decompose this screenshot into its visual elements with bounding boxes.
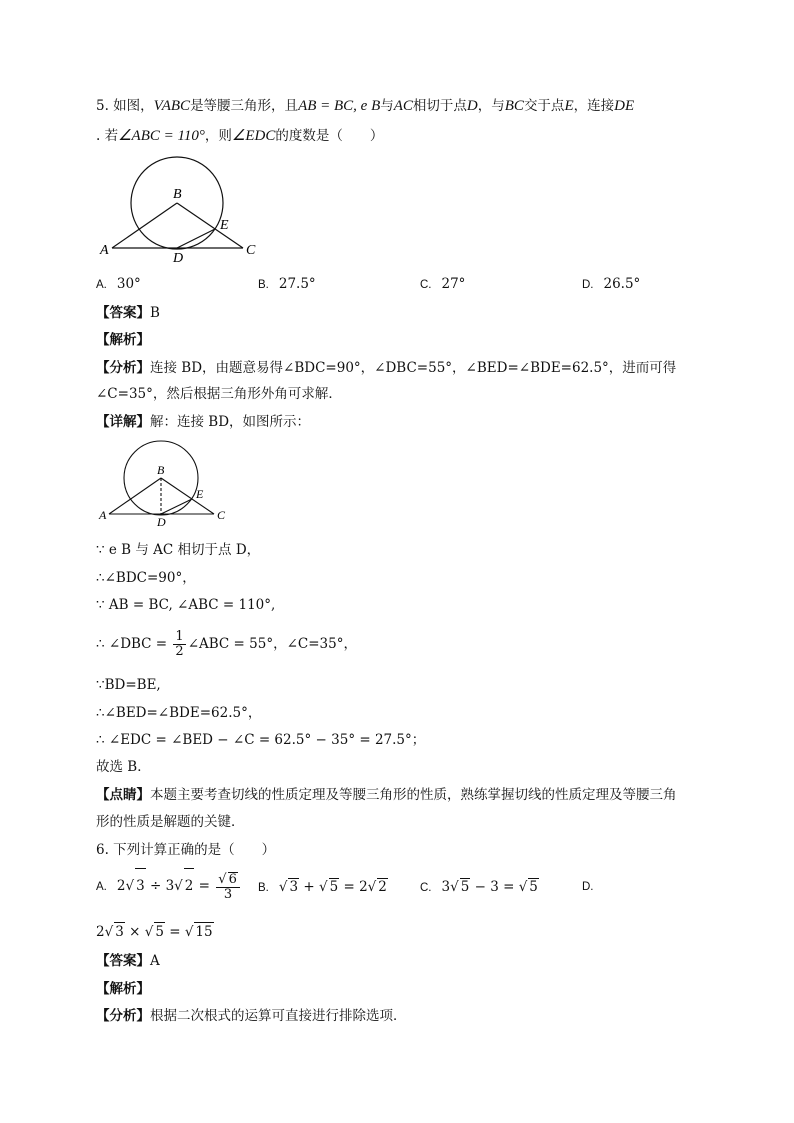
- math: 2: [96, 924, 105, 940]
- math: ×: [124, 924, 145, 940]
- radical-sign: √: [125, 878, 135, 894]
- math: 3: [441, 879, 451, 895]
- q6-option-d: [96, 922, 214, 941]
- q6-fenxi: [96, 1007, 407, 1025]
- q5-option-c: [420, 276, 465, 292]
- text: 的度数是（ ）: [275, 128, 384, 144]
- answer-tag: 【答案】: [96, 953, 150, 969]
- text: 是等腰三角形，且: [190, 98, 299, 114]
- text: 相切于点: [412, 98, 467, 114]
- text: ∴ ∠DBC =: [96, 636, 168, 652]
- fraction: [216, 872, 240, 902]
- text: ，连接: [573, 98, 615, 114]
- math: ÷ 3: [145, 878, 175, 894]
- answer-tag: 【答案】: [96, 305, 150, 321]
- segment-bc: [177, 203, 243, 248]
- text: ，则: [204, 128, 232, 144]
- fenxi-tag: 【分析】: [96, 1008, 150, 1024]
- q6-option-d-label: [582, 878, 604, 894]
- text: . 若: [96, 128, 119, 144]
- q5-jiexi: 【解析】: [96, 332, 150, 348]
- q6-option-c: [420, 878, 539, 895]
- radicand: 5: [529, 879, 538, 895]
- q5-step-8: 故选 B．: [96, 759, 151, 775]
- label-a: A: [100, 243, 109, 258]
- q5-fenxi-line2: ∠C=35°，然后根据三角形外角可求解．: [96, 386, 342, 402]
- radical-sign: √: [278, 879, 288, 895]
- math: +: [299, 879, 319, 895]
- label-a: A: [99, 508, 107, 522]
- q5-answer: [96, 304, 160, 322]
- math: ∠EDC: [231, 128, 276, 144]
- text: ∠ABC = 55°，∠C=35°，: [187, 636, 357, 652]
- radicand: 15: [195, 924, 213, 940]
- radicand: 5: [329, 879, 339, 895]
- fraction-one-half: [173, 630, 185, 659]
- q5-option-b: [258, 276, 316, 292]
- label-c: C: [217, 508, 226, 522]
- radical-sign: √: [450, 879, 459, 895]
- radicand: 2: [184, 868, 195, 903]
- text: 交于点: [523, 98, 565, 114]
- segment-ab: [109, 478, 161, 514]
- q5-option-a: [96, 276, 141, 292]
- math: =: [164, 924, 185, 940]
- denominator: 2: [175, 644, 184, 659]
- answer-value: B: [150, 305, 160, 321]
- answer-value: A: [150, 953, 160, 969]
- math: DE: [614, 98, 635, 114]
- option-value: 27.5°: [278, 276, 316, 292]
- q5-number: 5. 如图，: [96, 98, 154, 114]
- radicand: 3: [115, 924, 124, 940]
- label-e: E: [196, 487, 204, 501]
- radical-sign: √: [174, 878, 183, 894]
- fenxi-tag: 【分析】: [96, 360, 150, 376]
- q5-step-3: ∵ AB = BC, ∠ABC = 110°,: [96, 597, 276, 613]
- q5-solution-figure: [96, 436, 236, 531]
- text: 根据二次根式的运算可直接进行排除选项．: [150, 1008, 407, 1024]
- q5-figure: [96, 150, 266, 265]
- label-b: B: [157, 463, 165, 477]
- radicand: 3: [135, 868, 146, 903]
- triangle-abc: VABC: [153, 98, 191, 114]
- dianjing-tag: 【点睛】: [96, 787, 150, 803]
- math: =: [194, 878, 215, 894]
- segment-bc: [161, 478, 214, 514]
- math: − 3 =: [470, 879, 519, 895]
- label-d: D: [157, 515, 166, 529]
- option-label: C.: [420, 882, 432, 894]
- option-label: B.: [258, 882, 269, 894]
- radical-sign: √: [367, 879, 377, 895]
- angle-abc: ∠ABC = 110°: [118, 128, 205, 144]
- math: D: [466, 98, 478, 114]
- option-value: 27°: [441, 276, 466, 292]
- q5-option-d: [582, 276, 640, 292]
- radical-sign: √: [184, 924, 194, 940]
- q5-stem-line1: [96, 97, 634, 115]
- option-value: 26.5°: [603, 276, 641, 292]
- option-label: B.: [258, 279, 269, 291]
- radicand: 6: [228, 871, 237, 887]
- q5-step-6: ∴∠BED=∠BDE=62.5°，: [96, 705, 262, 721]
- q6-option-a: [96, 868, 242, 904]
- condition-ab-bc: AB = BC, e B: [298, 98, 381, 114]
- radical-sign: √: [104, 924, 114, 940]
- radical-sign: √: [144, 924, 154, 940]
- q6-jiexi: 【解析】: [96, 981, 150, 997]
- q6-stem: 6. 下列计算正确的是（ ）: [96, 842, 276, 858]
- option-label: C.: [420, 279, 432, 291]
- radicand: 2: [378, 879, 387, 895]
- q6-option-b: [258, 878, 388, 895]
- math: 2: [116, 878, 126, 894]
- xiangjie-tag: 【详解】: [96, 414, 150, 430]
- label-e: E: [220, 218, 229, 233]
- q6-answer: [96, 952, 160, 970]
- text: 与: [380, 98, 394, 114]
- q5-stem-line2: [96, 127, 383, 145]
- numerator: 1: [175, 629, 184, 644]
- denominator: 3: [223, 886, 233, 902]
- radical-sign: √: [318, 879, 328, 895]
- q5-fenxi-line1: [96, 359, 676, 377]
- segment-ab: [112, 203, 177, 248]
- option-label: A.: [96, 279, 107, 291]
- q5-step-7: ∴ ∠EDC = ∠BED − ∠C = 62.5° − 35° = 27.5°；: [96, 732, 426, 748]
- q5-step-2: ∴∠BDC=90°，: [96, 570, 196, 586]
- option-value: 30°: [116, 276, 141, 292]
- q5-xiangjie: [96, 413, 310, 431]
- radical-sign: √: [518, 879, 528, 895]
- option-label: A.: [96, 881, 107, 893]
- q5-step-1: ∵ e B 与 AC 相切于点 D，: [96, 542, 261, 558]
- text: ，与: [477, 98, 505, 114]
- text: 解：连接 BD，如图所示：: [150, 414, 311, 430]
- radicand: 5: [155, 924, 164, 940]
- label-d: D: [173, 251, 184, 265]
- radicand: 3: [289, 879, 299, 895]
- math: AC: [393, 98, 413, 114]
- q5-step-5: ∵BD=BE,: [96, 677, 161, 693]
- math: E: [564, 98, 574, 114]
- label-b: B: [173, 187, 182, 202]
- text: 连接 BD，由题意易得∠BDC=90°，∠DBC=55°，∠BED=∠BDE=62.5°，进而可得: [150, 360, 677, 376]
- numerator: [216, 872, 240, 888]
- q5-dianjing-line2: 形的性质是解题的关键．: [96, 814, 245, 830]
- math: = 2: [339, 879, 368, 895]
- q5-step-4: [96, 627, 357, 661]
- label-c: C: [246, 243, 256, 258]
- q5-dianjing-line1: [96, 786, 677, 804]
- math: BC: [504, 98, 524, 114]
- option-label: D.: [582, 279, 594, 291]
- radical-sign: √: [218, 871, 227, 887]
- radicand: 5: [460, 879, 470, 895]
- option-label: D.: [582, 881, 594, 893]
- text: 本题主要考查切线的性质定理及等腰三角形的性质，熟练掌握切线的性质定理及等腰三角: [150, 787, 677, 803]
